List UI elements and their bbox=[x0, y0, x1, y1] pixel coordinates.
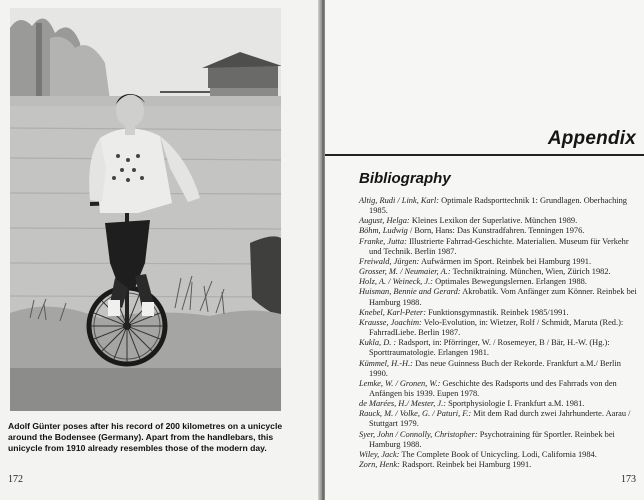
bibliography-entry: Lemke, W. / Gronen, W.: Geschichte des Radsports und des Fahrrads von den Anfängen bis 1939. Eupen 1978. bbox=[359, 378, 617, 398]
bibliography-entry: Grosser, M. / Neumaier, A.: Techniktraining. München, Wien, Zürich 1982. bbox=[359, 267, 611, 277]
photo-caption: Adolf Günter poses after his record of 200 kilometres on a unicycle around the Bodensee (Germany). Apart from the handlebars, this unicycle from 1910 already resembles those of the modern day. bbox=[8, 421, 283, 454]
bibliography-entry: Rauck, M. / Volke, G. / Paturi, F.: Mit dem Rad durch zwei Jahrhunderte. Aarau / Stuttgart 1979. bbox=[359, 409, 631, 429]
bibliography-entry: Altig, Rudi / Link, Karl: Optimale Radsporttechnik 1: Grundlagen. Oberhaching 1985. bbox=[359, 196, 627, 216]
bibliography-entry: Franke, Jutta: Illustrierte Fahrrad-Geschichte. Materialien. Museum für Verkehr und Technik. Berlin 1987. bbox=[359, 236, 629, 256]
bibliography-entry: Huisman, Bennie and Gerard: Akrobatik. Vom Anfänger zum Könner. Reinbek bei Hamburg 1988. bbox=[359, 287, 637, 307]
right-page bbox=[325, 0, 644, 500]
unicycle-photo-illustration bbox=[10, 8, 281, 411]
bibliography-entry: Kukla, D. : Radsport, in: Pförringer, W. / Rosemeyer, B / Bär, H.-W. (Hg.): Sporttraumatologie. Erlangen 1981. bbox=[359, 338, 610, 358]
bibliography-heading: Bibliography bbox=[359, 170, 451, 187]
bibliography-entry: August, Helga: Kleines Lexikon der Superlative. München 1989. bbox=[359, 216, 578, 226]
left-page bbox=[0, 0, 320, 500]
bibliography-entry: Freiwald, Jürgen: Aufwärmen im Sport. Reinbek bei Hamburg 1991. bbox=[359, 256, 592, 266]
page-number-left: 172 bbox=[8, 474, 23, 485]
bibliography-entry: Zorn, Henk: Radsport. Reinbek bei Hamburg 1991. bbox=[359, 460, 532, 470]
bibliography-entry: Böhm, Ludwig / Born, Hans: Das Kunstradfahren. Tenningen 1976. bbox=[359, 226, 585, 236]
bibliography-entry: Wiley, Jack: The Complete Book of Unicycling. Lodi, California 1984. bbox=[359, 449, 597, 459]
unicycle-photo bbox=[10, 8, 281, 411]
heading-rule bbox=[325, 154, 644, 156]
appendix-heading: Appendix bbox=[547, 128, 636, 149]
bibliography-entry: Holz, A. / Weineck, J.: Optimales Bewegungslernen. Erlangen 1988. bbox=[359, 277, 587, 287]
bibliography-entry: Kümmel, H.-H.: Das neue Guinness Buch der Rekorde. Frankfurt a.M./ Berlin 1990. bbox=[359, 358, 621, 378]
bibliography-list bbox=[359, 196, 637, 470]
bibliography-entry: Krausse, Joachim: Velo-Evolution, in: Wietzer, Rolf / Schmidt, Maruta (Red.): FahrradLiebe. Berlin 1987. bbox=[359, 317, 624, 338]
page-number-right: 173 bbox=[621, 474, 636, 485]
bibliography-entry: Knebel, Karl-Peter: Funktionsgymnastik. Reinbek 1985/1991. bbox=[359, 307, 569, 317]
bibliography-entry: Syer, John / Connolly, Christopher: Psychotraining für Sportler. Reinbek bei Hamburg 1988. bbox=[359, 429, 615, 449]
bibliography-entry: de Marées, H./ Mester, J.: Sportphysiologie I. Frankfurt a.M. 1981. bbox=[359, 399, 585, 409]
